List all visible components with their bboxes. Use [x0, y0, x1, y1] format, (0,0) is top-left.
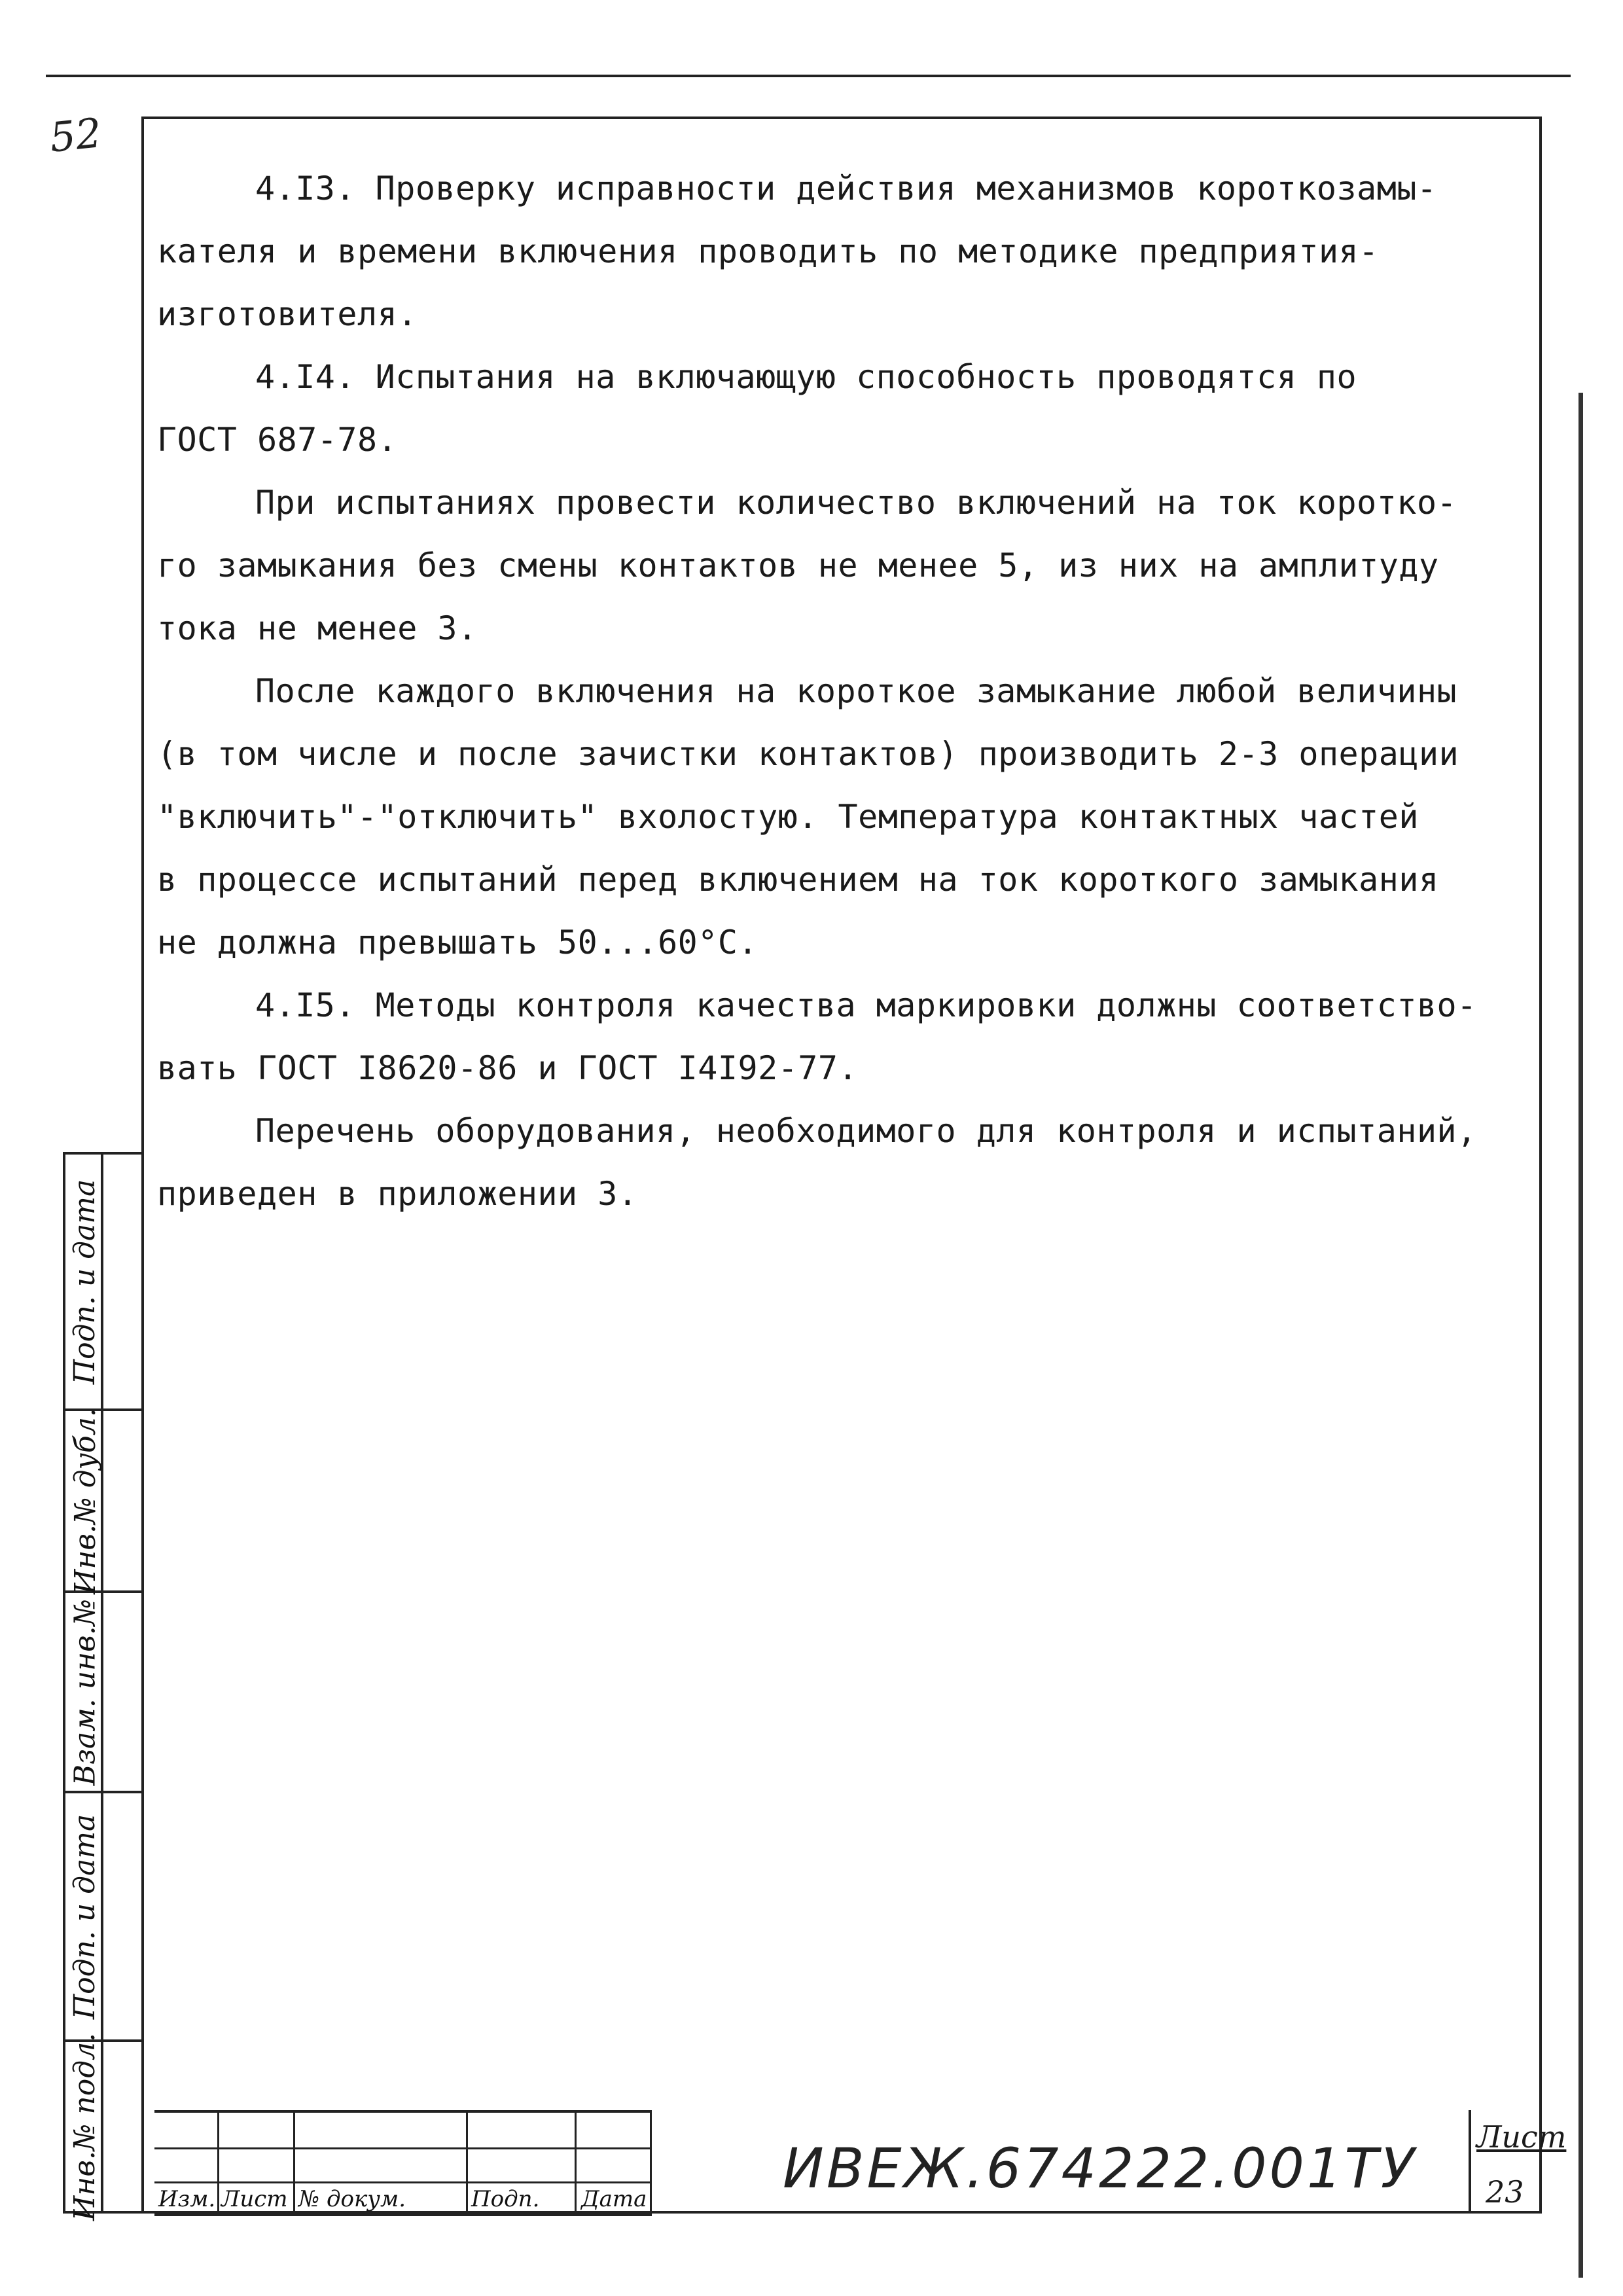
handwritten-page-number: 52 [47, 109, 104, 162]
side-label: Взам. инв.№ [68, 1598, 102, 1785]
sheet-number: 23 [1486, 2174, 1524, 2210]
side-label: Инв.№ дубл. [68, 1407, 102, 1594]
side-label: Инв.№ подл. [68, 2032, 102, 2221]
text-line: приведен в приложении 3. [157, 1175, 638, 1213]
text-line: го замыкания без смены контактов не менее 5, из них на амплитуду [157, 547, 1439, 584]
scan-edge-line [1578, 393, 1583, 2278]
paragraph-tests [157, 471, 1525, 660]
paragraph-4-14 [157, 346, 1525, 471]
sheet-box [1469, 2110, 1567, 2214]
text-line: После каждого включения на короткое замыкание любой величины [255, 672, 1457, 710]
text-line: При испытаниях провести количество включений на ток коротко- [255, 484, 1457, 522]
text-line: 4.I4. Испытания на включающую способность проводятся по [255, 358, 1357, 396]
document-code: ИВЕЖ.674222.001ТУ [783, 2136, 1417, 2200]
text-line: 4.I5. Методы контроля качества маркировки должны соответство- [255, 986, 1477, 1024]
paragraph-after-closing [157, 660, 1525, 974]
side-label: Подп. и дата [68, 1179, 102, 1384]
top-rule [46, 75, 1571, 77]
side-cell [65, 1407, 141, 1594]
text-line: Перечень оборудования, необходимого для контроля и испытаний, [255, 1112, 1477, 1150]
text-line: 4.I3. Проверку исправности действия механизмов короткозамы- [255, 170, 1437, 207]
text-line: (в том числе и после зачистки контактов) производить 2-3 операции [157, 735, 1459, 773]
side-cell [65, 1155, 141, 1411]
title-block [154, 2110, 1567, 2214]
paragraph-equipment [157, 1100, 1525, 1225]
text-line: кателя и времени включения проводить по методике предприятия- [157, 232, 1379, 270]
side-cell [65, 1593, 141, 1793]
header-list: Лист [221, 2186, 288, 2212]
revision-grid [154, 2110, 652, 2214]
side-cell [65, 2032, 141, 2221]
text-line: тока не менее 3. [157, 609, 478, 647]
text-line: ГОСТ 687-78. [157, 421, 398, 459]
sheet-label: Лист [1476, 2119, 1567, 2155]
text-line: "включить"-"отключить" вхолостую. Температура контактных частей [157, 798, 1419, 836]
paragraph-4-15 [157, 974, 1525, 1100]
header-date: Дата [581, 2186, 647, 2212]
paragraph-4-13 [157, 157, 1525, 346]
text-line: вать ГОСТ I8620-86 и ГОСТ I4I92-77. [157, 1049, 859, 1087]
text-line: не должна превышать 50...60°С. [157, 924, 758, 961]
side-cell [65, 1793, 141, 2042]
header-izm: Изм. [158, 2186, 216, 2212]
document-body [157, 157, 1525, 1225]
side-stamp [63, 1152, 144, 2221]
header-signature: Подп. [471, 2186, 540, 2212]
header-doc-number: № докум. [298, 2186, 406, 2212]
text-line: изготовителя. [157, 295, 418, 333]
text-line: в процессе испытаний перед включением на ток короткого замыкания [157, 861, 1439, 899]
side-label: Подп. и дата [68, 1814, 102, 2019]
